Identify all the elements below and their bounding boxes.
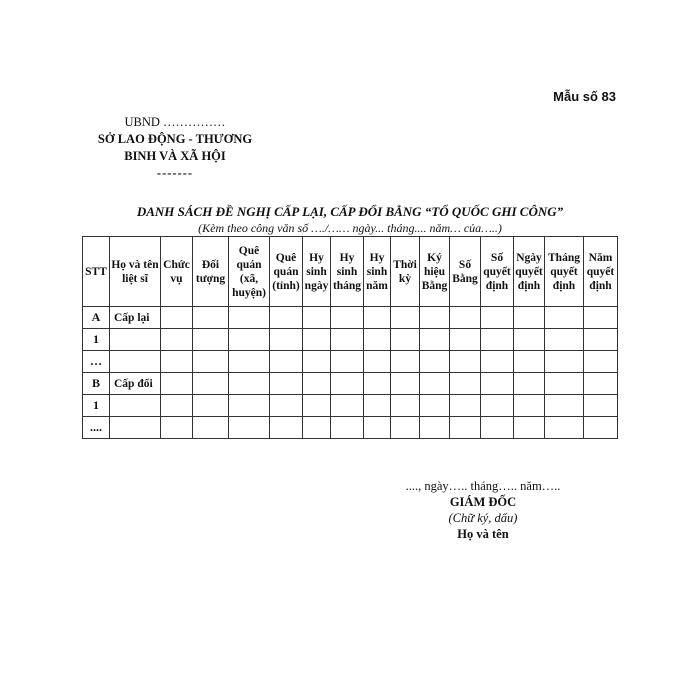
table-cell xyxy=(270,351,303,373)
table-cell xyxy=(303,329,331,351)
signature-block xyxy=(390,478,576,542)
table-cell xyxy=(331,373,364,395)
table-cell xyxy=(584,351,618,373)
table-row xyxy=(83,395,618,417)
agency-header xyxy=(80,114,270,182)
table-cell xyxy=(545,329,584,351)
header-decision-year: Năm quyết định xyxy=(584,237,618,307)
table-cell xyxy=(161,351,193,373)
table-cell xyxy=(450,307,481,329)
table-cell xyxy=(331,395,364,417)
table-cell xyxy=(584,307,618,329)
document-title: DANH SÁCH ĐỀ NGHỊ CẤP LẠI, CẤP ĐỔI BẰNG “TỔ QUỐC GHI CÔNG” xyxy=(136,204,564,219)
table-cell xyxy=(420,351,450,373)
table-cell xyxy=(545,417,584,439)
table-header-row xyxy=(83,237,618,307)
header-hometown-province: Quê quán (tỉnh) xyxy=(270,237,303,307)
table-cell xyxy=(391,373,420,395)
table-cell xyxy=(450,329,481,351)
row-stt: … xyxy=(83,351,110,373)
table-cell xyxy=(303,417,331,439)
table-cell xyxy=(161,329,193,351)
table-cell xyxy=(420,395,450,417)
table-cell xyxy=(270,373,303,395)
table-cell xyxy=(161,307,193,329)
table-cell xyxy=(450,373,481,395)
table-cell xyxy=(450,351,481,373)
table-row xyxy=(83,417,618,439)
header-stt: STT xyxy=(83,237,110,307)
table-cell xyxy=(229,373,270,395)
row-stt: A xyxy=(83,307,110,329)
table-row xyxy=(83,329,618,351)
header-category: Đối tượng xyxy=(193,237,229,307)
row-label xyxy=(110,351,161,373)
table-cell xyxy=(420,417,450,439)
table-cell xyxy=(514,373,545,395)
nomination-table xyxy=(82,236,618,439)
header-full-name: Họ và tên liệt sĩ xyxy=(110,237,161,307)
table-cell xyxy=(584,373,618,395)
agency-dash: ------- xyxy=(156,166,194,180)
table-cell xyxy=(420,373,450,395)
agency-ubnd: UBND …………… xyxy=(124,115,226,129)
table-cell xyxy=(391,351,420,373)
table-cell xyxy=(364,329,391,351)
table-cell xyxy=(584,395,618,417)
table-cell xyxy=(391,329,420,351)
table-cell xyxy=(193,373,229,395)
table-cell xyxy=(514,351,545,373)
table-cell xyxy=(270,417,303,439)
table-cell xyxy=(331,351,364,373)
row-label xyxy=(110,417,161,439)
table-cell xyxy=(481,329,514,351)
table-cell xyxy=(229,395,270,417)
table-cell xyxy=(391,417,420,439)
table-cell xyxy=(364,351,391,373)
signature-name: Họ và tên xyxy=(457,527,509,541)
table-cell xyxy=(303,351,331,373)
row-stt: .... xyxy=(83,417,110,439)
header-certificate-number: Số Bằng xyxy=(450,237,481,307)
table-cell xyxy=(229,329,270,351)
table-cell xyxy=(481,351,514,373)
table-cell xyxy=(229,307,270,329)
table-row xyxy=(83,307,618,329)
table-cell xyxy=(514,307,545,329)
table-cell xyxy=(193,329,229,351)
header-certificate-code: Ký hiệu Bằng xyxy=(420,237,450,307)
table-cell xyxy=(364,417,391,439)
table-cell xyxy=(584,329,618,351)
signature-role: GIÁM ĐỐC xyxy=(449,495,517,509)
table-row xyxy=(83,351,618,373)
table-cell xyxy=(193,307,229,329)
table-cell xyxy=(270,307,303,329)
table-cell xyxy=(161,417,193,439)
table-cell xyxy=(303,307,331,329)
table-cell xyxy=(481,395,514,417)
table-cell xyxy=(331,417,364,439)
signature-date-line: ...., ngày….. tháng….. năm….. xyxy=(405,479,561,493)
table-cell xyxy=(391,307,420,329)
header-period: Thời kỳ xyxy=(391,237,420,307)
table-cell xyxy=(545,307,584,329)
header-decision-day: Ngày quyết định xyxy=(514,237,545,307)
row-stt: 1 xyxy=(83,329,110,351)
table-cell xyxy=(193,395,229,417)
header-death-day: Hy sinh ngày xyxy=(303,237,331,307)
document-subtitle: (Kèm theo công văn số …./…… ngày... tháng.... năm… của…..) xyxy=(198,221,502,235)
header-position: Chức vụ xyxy=(161,237,193,307)
header-hometown-district: Quê quán (xã, huyện) xyxy=(229,237,270,307)
table-cell xyxy=(331,307,364,329)
table-cell xyxy=(303,395,331,417)
table-cell xyxy=(545,395,584,417)
table-cell xyxy=(514,329,545,351)
table-cell xyxy=(545,373,584,395)
table-cell xyxy=(229,351,270,373)
table-cell xyxy=(450,417,481,439)
row-label: Cấp lại xyxy=(110,307,161,329)
table-cell xyxy=(481,417,514,439)
table-cell xyxy=(331,329,364,351)
header-death-year: Hy sinh năm xyxy=(364,237,391,307)
header-death-month: Hy sinh tháng xyxy=(331,237,364,307)
row-label xyxy=(110,395,161,417)
table-cell xyxy=(303,373,331,395)
table-cell xyxy=(420,307,450,329)
table-cell xyxy=(364,373,391,395)
table-cell xyxy=(420,329,450,351)
row-stt: B xyxy=(83,373,110,395)
table-cell xyxy=(161,373,193,395)
table-cell xyxy=(161,395,193,417)
form-number: Mẫu số 83 xyxy=(553,89,616,104)
agency-dept-line1: SỞ LAO ĐỘNG - THƯƠNG xyxy=(97,132,253,146)
table-cell xyxy=(270,329,303,351)
signature-note: (Chữ ký, dấu) xyxy=(448,511,518,525)
table-cell xyxy=(270,395,303,417)
agency-dept-line2: BINH VÀ XÃ HỘI xyxy=(124,149,226,163)
table-cell xyxy=(364,395,391,417)
row-label: Cấp đổi xyxy=(110,373,161,395)
header-decision-number: Số quyết định xyxy=(481,237,514,307)
table-cell xyxy=(364,307,391,329)
table-cell xyxy=(584,417,618,439)
row-label xyxy=(110,329,161,351)
row-stt: 1 xyxy=(83,395,110,417)
table-cell xyxy=(514,395,545,417)
table-cell xyxy=(514,417,545,439)
table-cell xyxy=(481,307,514,329)
table-cell xyxy=(391,395,420,417)
table-cell xyxy=(193,351,229,373)
table-cell xyxy=(481,373,514,395)
table-cell xyxy=(229,417,270,439)
table-cell xyxy=(450,395,481,417)
table-row xyxy=(83,373,618,395)
table-cell xyxy=(545,351,584,373)
table-cell xyxy=(193,417,229,439)
header-decision-month: Tháng quyết định xyxy=(545,237,584,307)
